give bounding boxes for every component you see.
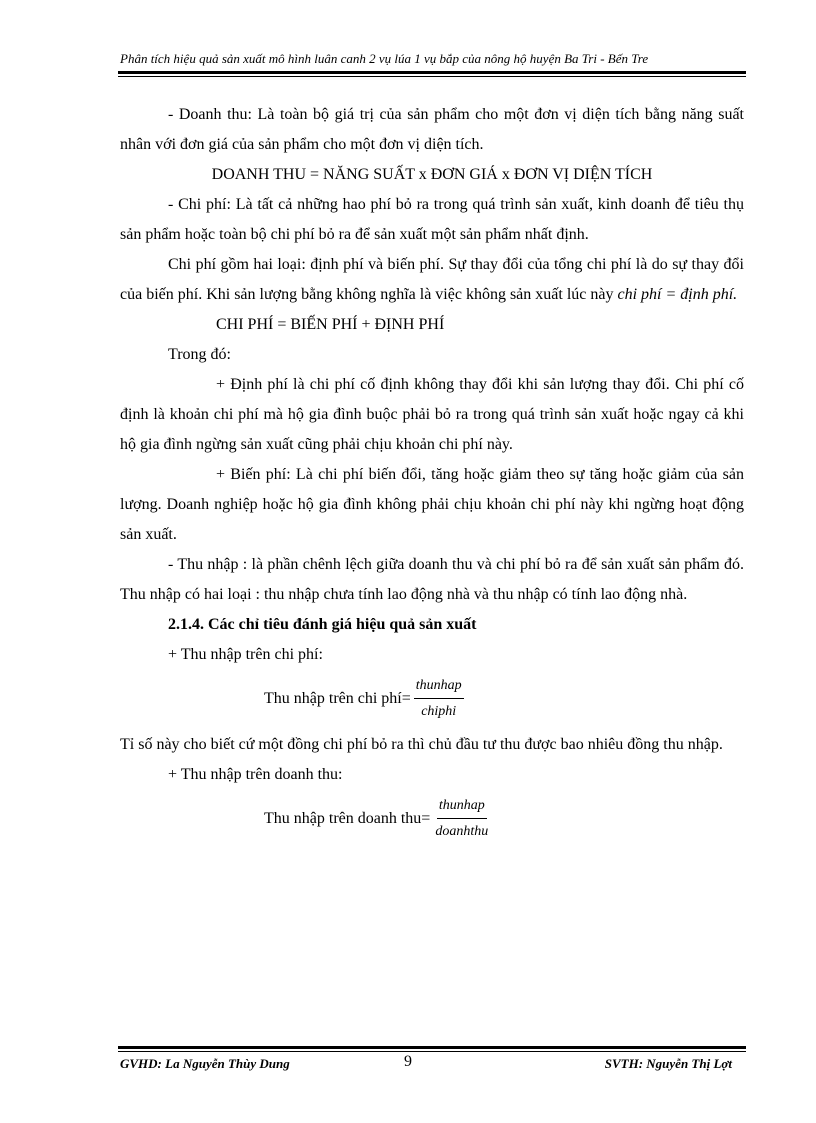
paragraph-cost-types [120, 250, 744, 310]
footer-rule-thick [118, 1046, 746, 1049]
header-rule-thick [118, 71, 746, 74]
paragraph-cost: - Chi phí: Là tất cả những hao phí bỏ ra trong quá trình sản xuất, kinh doanh để tiêu thụ sản phẩm hoặc toàn bộ chi phí bỏ ra để sản xuất một sản phẩm nhất định. [120, 196, 744, 243]
formula-label: Thu nhập trên chi phí= [264, 690, 411, 707]
footer-rule-thin [118, 1051, 746, 1052]
fraction-denominator: doanhthu [435, 824, 489, 839]
paragraph-ratio-explanation: Tỉ số này cho biết cứ một đồng chi phí bỏ ra thì chủ đầu tư thu được bao nhiêu đồng thu nhập. [120, 736, 723, 753]
fraction-denominator: chiphi [421, 704, 457, 719]
paragraph-income: - Thu nhập : là phần chênh lệch giữa doanh thu và chi phí bỏ ra để sản xuất sản phẩm đó. Thu nhập có hai loại : thu nhập chưa tính lao động nhà và thu nhập có tính lao động nhà. [120, 556, 744, 603]
footer-supervisor: GVHD: La Nguyễn Thùy Dung [120, 1056, 290, 1071]
formula-income-over-revenue [264, 796, 744, 842]
paragraph-cost-types-text: Chi phí gồm hai loại: định phí và biến phí. Sự thay đổi của tổng chi phí là do sự thay đổi của biến phí. Khi sản lượng bằng không nghĩa là việc không sản xuất lúc này [120, 256, 744, 303]
fraction-numerator: thunhap [414, 676, 464, 699]
paragraph-income-cost-label: + Thu nhập trên chi phí: [168, 646, 323, 663]
paragraph-income-revenue-label: + Thu nhập trên doanh thu: [168, 766, 343, 783]
fraction [433, 796, 490, 842]
formula-label: Thu nhập trên doanh thu= [264, 810, 431, 827]
paragraph-revenue: - Doanh thu: Là toàn bộ giá trị của sản phẩm cho một đơn vị diện tích bằng năng suất nhân với đơn giá của sản phẩm cho một đơn vị diện tích. [120, 106, 744, 153]
footer-student: SVTH: Nguyễn Thị Lợt [604, 1056, 732, 1071]
page-number: 9 [404, 1053, 412, 1070]
fraction-numerator: thunhap [437, 796, 487, 819]
equation-cost: CHI PHÍ = BIẾN PHÍ + ĐỊNH PHÍ [216, 316, 445, 333]
paragraph-fixed-cost: + Định phí là chi phí cố định không thay đổi khi sản lượng thay đổi. Chi phí cố định là khoản chi phí mà hộ gia đình buộc phải bỏ ra trong quá trình sản xuất hoặc ngay cả khi hộ gia đình ngừng sản xuất cũng phải chịu khoản chi phí này. [120, 376, 744, 453]
cost-equals-fixed-cost: chi phí = định phí. [617, 286, 738, 303]
running-header: Phân tích hiệu quả sản xuất mô hình luân canh 2 vụ lúa 1 vụ bắp của nông hộ huyện Ba Tri - Bến Tre [120, 51, 649, 66]
section-heading: 2.1.4. Các chỉ tiêu đánh giá hiệu quả sản xuất [168, 616, 477, 633]
fraction [414, 676, 464, 722]
page-body [120, 100, 744, 842]
header-rule-thin [118, 76, 746, 77]
paragraph-variable-cost: + Biến phí: Là chi phí biến đổi, tăng hoặc giảm theo sự tăng hoặc giảm của sản lượng. Doanh nghiệp hoặc hộ gia đình không phải chịu khoản chi phí này khi ngừng hoạt động sản xuất. [120, 466, 744, 543]
paragraph-where: Trong đó: [168, 346, 231, 363]
equation-revenue: DOANH THU = NĂNG SUẤT x ĐƠN GIÁ x ĐƠN VỊ DIỆN TÍCH [211, 166, 653, 183]
formula-income-over-cost [264, 676, 744, 722]
